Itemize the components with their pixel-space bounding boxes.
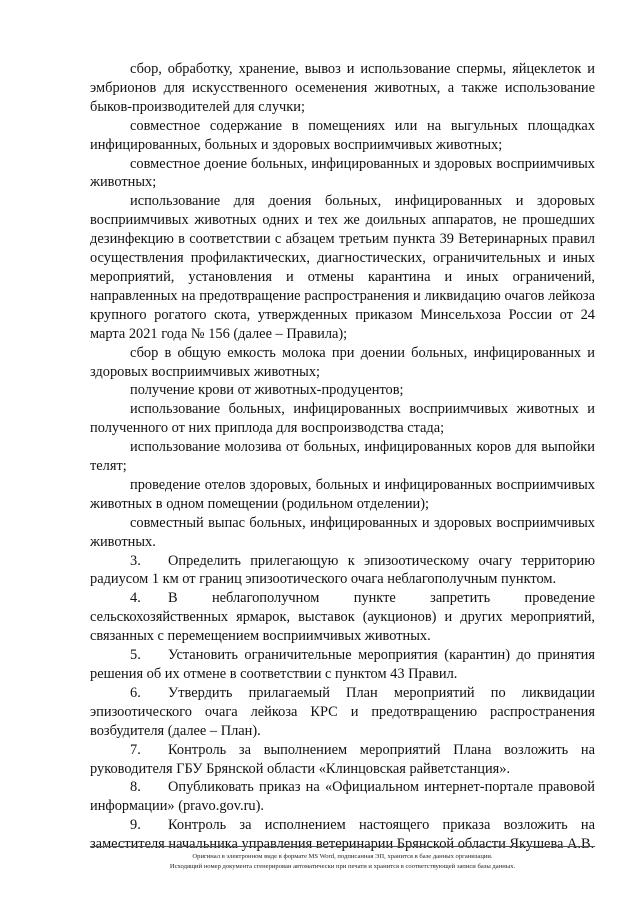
paragraph <box>90 117 595 155</box>
footer-note <box>90 852 595 872</box>
paragraph-text: совместный выпас больных, инфицированных и здоровых восприимчивых животных. <box>90 514 595 550</box>
numbered-paragraph <box>90 778 595 816</box>
footer-divider <box>90 846 595 847</box>
paragraph <box>90 438 595 476</box>
paragraph <box>90 60 595 117</box>
paragraph <box>90 155 595 193</box>
paragraph-text: сбор в общую емкость молока при доении больных, инфицированных и здоровых восприимчивых животных; <box>90 344 595 380</box>
numbered-paragraph <box>90 741 595 779</box>
numbered-paragraph <box>90 684 595 741</box>
footer-line-2: Исходящий номер документа сгенерирован автоматически при печати и хранится в соответствующей записи базы данных. <box>169 863 516 870</box>
numbered-paragraph <box>90 816 595 854</box>
document-body <box>90 60 595 854</box>
paragraph-number: 9. <box>130 817 141 834</box>
paragraph-text: Утвердить прилагаемый План мероприятий по ликвидации эпизоотического очага лейкоза КРС и предотвращению распространения возбудителя (далее – План). <box>90 684 595 739</box>
paragraph <box>90 400 595 438</box>
paragraph <box>90 381 595 400</box>
paragraph-text: совместное доение больных, инфицированных и здоровых восприимчивых животных; <box>90 155 595 191</box>
paragraph-text: Опубликовать приказ на «Официальном интернет-портале правовой информации» (pravo.gov.ru). <box>90 779 595 815</box>
paragraph-number: 3. <box>130 552 141 569</box>
paragraph-number: 7. <box>130 741 141 758</box>
paragraph-text: проведение отелов здоровых, больных и инфицированных восприимчивых животных в одном помещении (родильном отделении); <box>90 476 595 512</box>
numbered-paragraph <box>90 589 595 646</box>
numbered-paragraph <box>90 646 595 684</box>
paragraph-text: использование для доения больных, инфицированных и здоровых восприимчивых животных одних и тех же доильных аппаратов, не прошедших дезинфекцию в соответствии с абзацем третьим пункта 39 Ветеринарных правил осуществления профилактических, диагностических, ограничительных и иных мероприятий, установления и отмены карантина и иных ограничений, направленных на предотвращение распространения и ликвидацию очагов лейкоза крупного рогатого скота, утвержденных приказом Минсельхоза России от 24 марта 2021 года № 156 (далее – Правила); <box>90 193 595 342</box>
paragraph <box>90 476 595 514</box>
paragraph-text: Контроль за исполнением настоящего приказа возложить на заместителя начальника управления ветеринарии Брянской области Якушева А.В. <box>90 817 595 853</box>
paragraph-text: сбор, обработку, хранение, вывоз и использование спермы, яйцеклеток и эмбрионов для искусственного осеменения животных, а также использование быков-производителей для случки; <box>90 61 595 115</box>
paragraph-text: Установить ограничительные мероприятия (карантин) до принятия решения об их отмене в соответствии с пунктом 43 Правил. <box>90 647 595 682</box>
paragraph-text: использование молозива от больных, инфицированных коров для выпойки телят; <box>90 439 595 475</box>
paragraph-number: 6. <box>130 684 141 701</box>
paragraph-number: 8. <box>130 779 141 796</box>
paragraph-text: В неблагополучном пункте запретить проведение сельскохозяйственных ярмарок, выставок (аукционов) и других мероприятий, связанных с перемещением восприимчивых животных. <box>90 590 595 645</box>
paragraph-number: 4. <box>130 590 141 607</box>
paragraph-text: получение крови от животных-продуцентов; <box>130 382 404 399</box>
paragraph <box>90 344 595 382</box>
paragraph-text: Определить прилегающую к эпизоотическому очагу территорию радиусом 1 км от границ эпизоотического очага неблагополучным пунктом. <box>90 552 595 588</box>
paragraph-text: совместное содержание в помещениях или на выгульных площадках инфицированных, больных и здоровых восприимчивых животных; <box>90 117 595 153</box>
paragraph <box>90 192 595 343</box>
paragraph-text: Контроль за выполнением мероприятий Плана возложить на руководителя ГБУ Брянской области «Клинцовская райветстанция». <box>90 741 595 777</box>
paragraph-number: 5. <box>130 647 141 664</box>
footer-line-1: Оригинал в электронном виде в формате MS Word, подписанная ЭП, хранится в базе данных организации. <box>192 853 493 860</box>
numbered-paragraph <box>90 552 595 590</box>
paragraph-text: использование больных, инфицированных восприимчивых животных и полученного от них приплода для воспроизводства стада; <box>90 401 595 437</box>
paragraph <box>90 514 595 552</box>
